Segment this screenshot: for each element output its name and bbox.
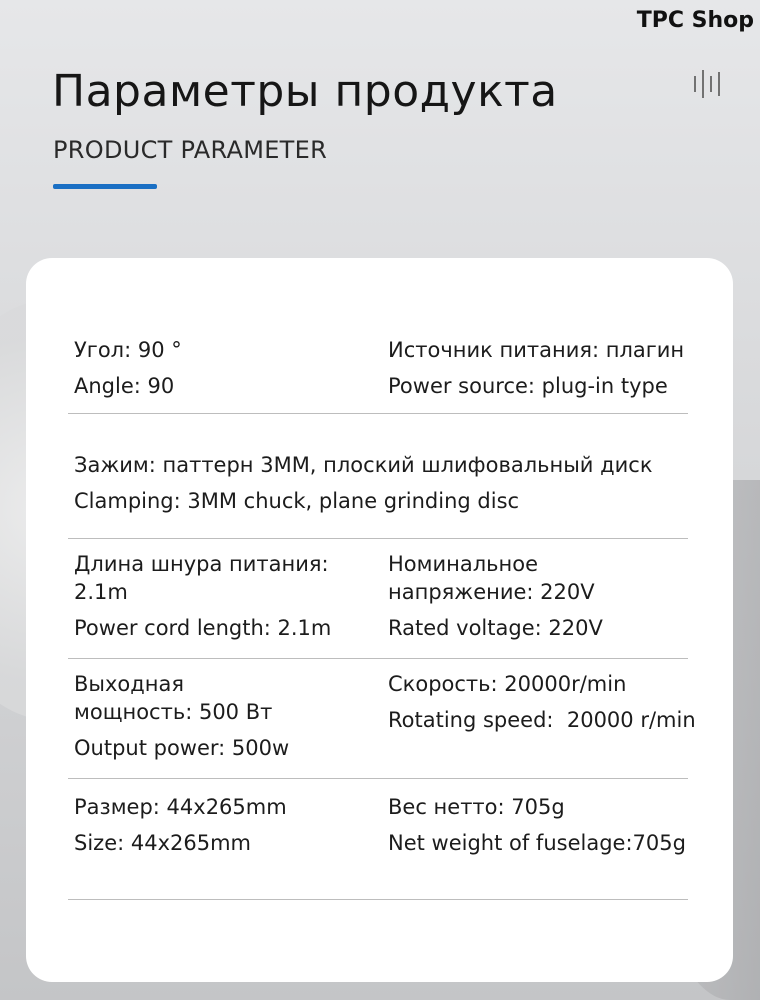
param-speed-en: Rotating speed: 20000 r/min [388,708,696,732]
page-title: Параметры продукта [52,66,558,117]
shop-name: TPC Shop [636,8,754,33]
param-clamping [74,451,724,515]
param-output-ru: Выходная мощность: 500 Вт [74,672,273,724]
param-cord-ru: Длина шнура питания: 2.1m [74,552,329,604]
param-power-source-ru: Источник питания: плагин [388,338,685,362]
param-size-ru: Размер: 44x265mm [74,795,287,819]
bars-icon [692,68,722,100]
divider [68,538,688,539]
divider [68,778,688,779]
divider [68,899,688,900]
param-weight-ru: Вес нетто: 705g [388,795,565,819]
param-angle [74,336,364,400]
param-cord [74,550,364,642]
param-clamping-en: Clamping: 3MM chuck, plane grinding disc [74,489,520,513]
param-clamping-ru: Зажим: паттерн 3MM, плоский шлифовальный диск [74,453,653,477]
param-voltage [388,550,618,642]
param-angle-en: Angle: 90 [74,374,175,398]
param-output [74,670,304,762]
divider [68,413,688,414]
param-size-en: Size: 44x265mm [74,831,252,855]
divider [68,658,688,659]
param-voltage-en: Rated voltage: 220V [388,616,603,640]
page-subtitle: PRODUCT PARAMETER [53,136,328,164]
param-speed-ru: Скорость: 20000r/min [388,672,627,696]
param-output-en: Output power: 500w [74,736,290,760]
param-power-source [388,336,718,400]
param-angle-ru: Угол: 90 ° [74,338,182,362]
param-voltage-ru: Номинальное напряжение: 220V [388,552,595,604]
title-accent-line [53,184,157,189]
param-size [74,793,304,857]
param-cord-en: Power cord length: 2.1m [74,616,332,640]
param-weight-en: Net weight of fuselage:705g [388,831,686,855]
param-speed [388,670,714,734]
param-power-source-en: Power source: plug-in type [388,374,668,398]
param-weight [388,793,686,857]
parameter-card [26,258,733,982]
